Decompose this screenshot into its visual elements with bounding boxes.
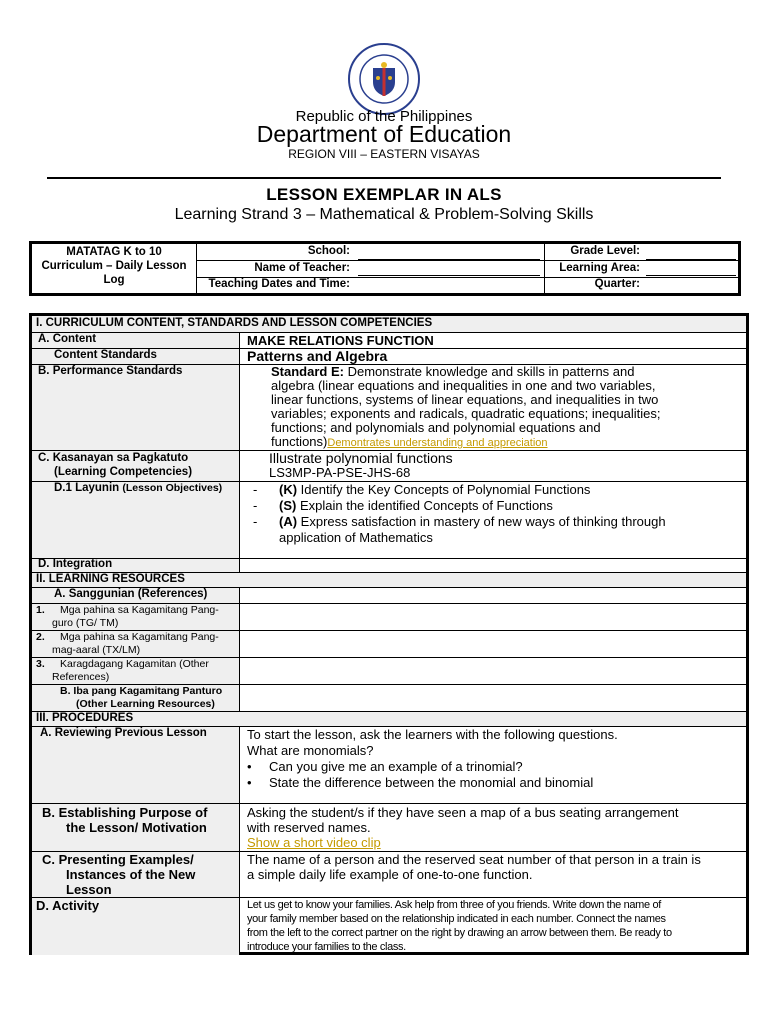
motivation-line: with reserved names.: [247, 820, 371, 835]
content-standards-label: Content Standards: [54, 349, 157, 361]
lesson-title: LESSON EXEMPLAR IN ALS: [266, 185, 502, 204]
reference-row: 1. Mga pahina sa Kagamitang Pang- guro (TG/ TM): [32, 604, 746, 631]
teacher-label: Name of Teacher:: [254, 262, 350, 274]
other-resources-sublabel: (Other Learning Resources): [76, 698, 215, 710]
objective-continuation: application of Mathematics: [279, 530, 433, 545]
log-title-line: MATATAG K to 10: [66, 246, 162, 258]
content-standards-row: [32, 349, 746, 365]
learning-strand: Learning Strand 3 – Mathematical & Problem-Solving Skills: [174, 206, 594, 223]
activity-line: from the left to the correct partner on the right by drawing an arrow between them. Be ready to: [247, 927, 672, 939]
references-row: [32, 588, 746, 604]
references-label: A. Sanggunian (References): [54, 588, 208, 600]
reference-label: References): [52, 671, 110, 683]
motivation-sublabel: the Lesson/ Motivation: [66, 820, 207, 835]
activity-line: your family member based on the relationship indicated in each number. Connect the names: [247, 913, 666, 925]
region-text: REGION VIII – EASTERN VISAYAS: [288, 147, 480, 161]
section-heading: III. PROCEDURES: [32, 712, 746, 727]
reference-label: Karagdagang Kagamitan (Other: [60, 658, 209, 670]
content-standards-value: Patterns and Algebra: [247, 348, 388, 364]
reviewing-bullet: State the difference between the monomial and binomial: [269, 775, 594, 790]
presenting-line: a simple daily life example of one-to-one function.: [247, 867, 533, 882]
objective-tag: (A): [279, 514, 298, 529]
objective-tag: (K): [279, 482, 298, 497]
learning-area-field[interactable]: [646, 275, 736, 276]
motivation-line: Asking the student/s if they have seen a map of a bus seating arrangement: [247, 805, 679, 820]
performance-standards-label: B. Performance Standards: [38, 365, 183, 377]
reviewing-line: What are monomials?: [247, 743, 374, 758]
performance-standards-row: [32, 365, 746, 451]
understanding-link[interactable]: Demontrates understanding and appreciation: [327, 437, 548, 449]
objectives-label: D.1 Layunin: [54, 482, 120, 494]
objective-text: Explain the identified Concepts of Functions: [299, 498, 553, 513]
competency-code: LS3MP-PA-PSE-JHS-68: [269, 465, 411, 480]
competency-value: Illustrate polynomial functions: [269, 450, 453, 466]
content-row: [32, 333, 746, 349]
presenting-line: The name of a person and the reserved seat number of that person in a train is: [247, 852, 701, 867]
content-value: MAKE RELATIONS FUNCTION: [247, 333, 434, 348]
section-heading: II. LEARNING RESOURCES: [32, 573, 746, 588]
performance-line: linear functions, systems of linear equations, and inequalities in two: [271, 392, 659, 407]
republic-text: Republic of the Philippines: [295, 108, 473, 125]
other-resources-row: [32, 685, 746, 712]
competencies-row: [32, 451, 746, 482]
log-title-line: Log: [103, 274, 125, 286]
reference-label: Mga pahina sa Kagamitang Pang-: [60, 631, 219, 643]
reference-label: guro (TG/ TM): [52, 617, 119, 629]
objective-tag: (S): [279, 498, 297, 513]
motivation-label: B. Establishing Purpose of: [42, 805, 208, 820]
school-label: School:: [307, 245, 350, 257]
reference-row: 3. Karagdagang Kagamitan (Other References): [32, 658, 746, 685]
reviewing-bullet: Can you give me an example of a trinomial?: [269, 759, 523, 774]
quarter-label: Quarter:: [594, 278, 640, 290]
reviewing-row: A. Reviewing Previous Lesson To start the lesson, ask the learners with the following questions. What are monomials? • Can you give me an example of a trinomial? • State the difference between the monomial and binomial: [32, 727, 746, 804]
performance-line: functions; and polynomials and polynomial equations and: [271, 420, 601, 435]
other-resources-label: B. Iba pang Kagamitang Panturo: [60, 685, 223, 697]
performance-line: algebra (linear equations and inequalities in one and two variables,: [271, 378, 656, 393]
motivation-row: [32, 804, 746, 852]
presenting-sublabel: Lesson: [66, 882, 112, 897]
activity-row: [32, 898, 746, 955]
objective-text: Express satisfaction in mastery of new ways of thinking through: [300, 514, 666, 529]
integration-row: [32, 559, 746, 573]
content-label: A. Content: [38, 333, 97, 345]
lesson-info-table: [29, 241, 741, 296]
grade-level-field[interactable]: [646, 259, 736, 260]
lesson-exemplar-table: [29, 313, 749, 955]
objectives-row: D.1 Layunin (Lesson Objectives) - (K) Identify the Key Concepts of Polynomial Functions - (S) Explain the identified Concepts of Functions - (A) Express satisfaction in mastery of new ways of thinking through application of Mathematics: [32, 482, 746, 559]
reference-label: mag-aaral (TX/LM): [52, 644, 141, 656]
performance-line: variables; exponents and radicals, quadratic equations; inequalities;: [271, 406, 661, 421]
video-clip-link[interactable]: Show a short video clip: [247, 835, 381, 850]
school-field[interactable]: [358, 259, 540, 260]
deped-seal-logo: [347, 42, 421, 116]
grade-level-label: Grade Level:: [570, 245, 640, 257]
objective-text: Identify the Key Concepts of Polynomial Functions: [300, 482, 591, 497]
reference-row: 2. Mga pahina sa Kagamitang Pang- mag-aaral (TX/LM): [32, 631, 746, 658]
activity-line: introduce your families to the class.: [247, 941, 406, 953]
performance-line: functions): [271, 434, 328, 449]
section-heading: I. CURRICULUM CONTENT, STANDARDS AND LESSON COMPETENCIES: [32, 316, 746, 333]
activity-line: Let us get to know your families. Ask help from three of you friends. Write down the name of: [247, 899, 661, 911]
integration-label: D. Integration: [38, 558, 113, 570]
teacher-field[interactable]: [358, 275, 540, 276]
reviewing-label: A. Reviewing Previous Lesson: [40, 727, 207, 739]
department-title: Department of Education: [256, 121, 512, 147]
reference-label: Mga pahina sa Kagamitang Pang-: [60, 604, 219, 616]
activity-label: D. Activity: [36, 898, 100, 913]
standard-e-label: Standard E:: [271, 364, 344, 379]
presenting-sublabel: Instances of the New: [66, 867, 196, 882]
reviewing-line: To start the lesson, ask the learners with the following questions.: [247, 727, 618, 742]
log-title-line: Curriculum – Daily Lesson: [41, 260, 187, 272]
presenting-row: [32, 852, 746, 898]
performance-line: Demonstrate knowledge and skills in patterns and: [347, 364, 635, 379]
competencies-label: C. Kasanayan sa Pagkatuto: [38, 452, 189, 464]
header-divider: [47, 177, 721, 179]
competencies-sublabel: (Learning Competencies): [54, 466, 193, 478]
presenting-label: C. Presenting Examples/: [42, 852, 194, 867]
objectives-sublabel: (Lesson Objectives): [122, 482, 223, 494]
dates-label: Teaching Dates and Time:: [208, 278, 350, 290]
learning-area-label: Learning Area:: [559, 262, 640, 274]
